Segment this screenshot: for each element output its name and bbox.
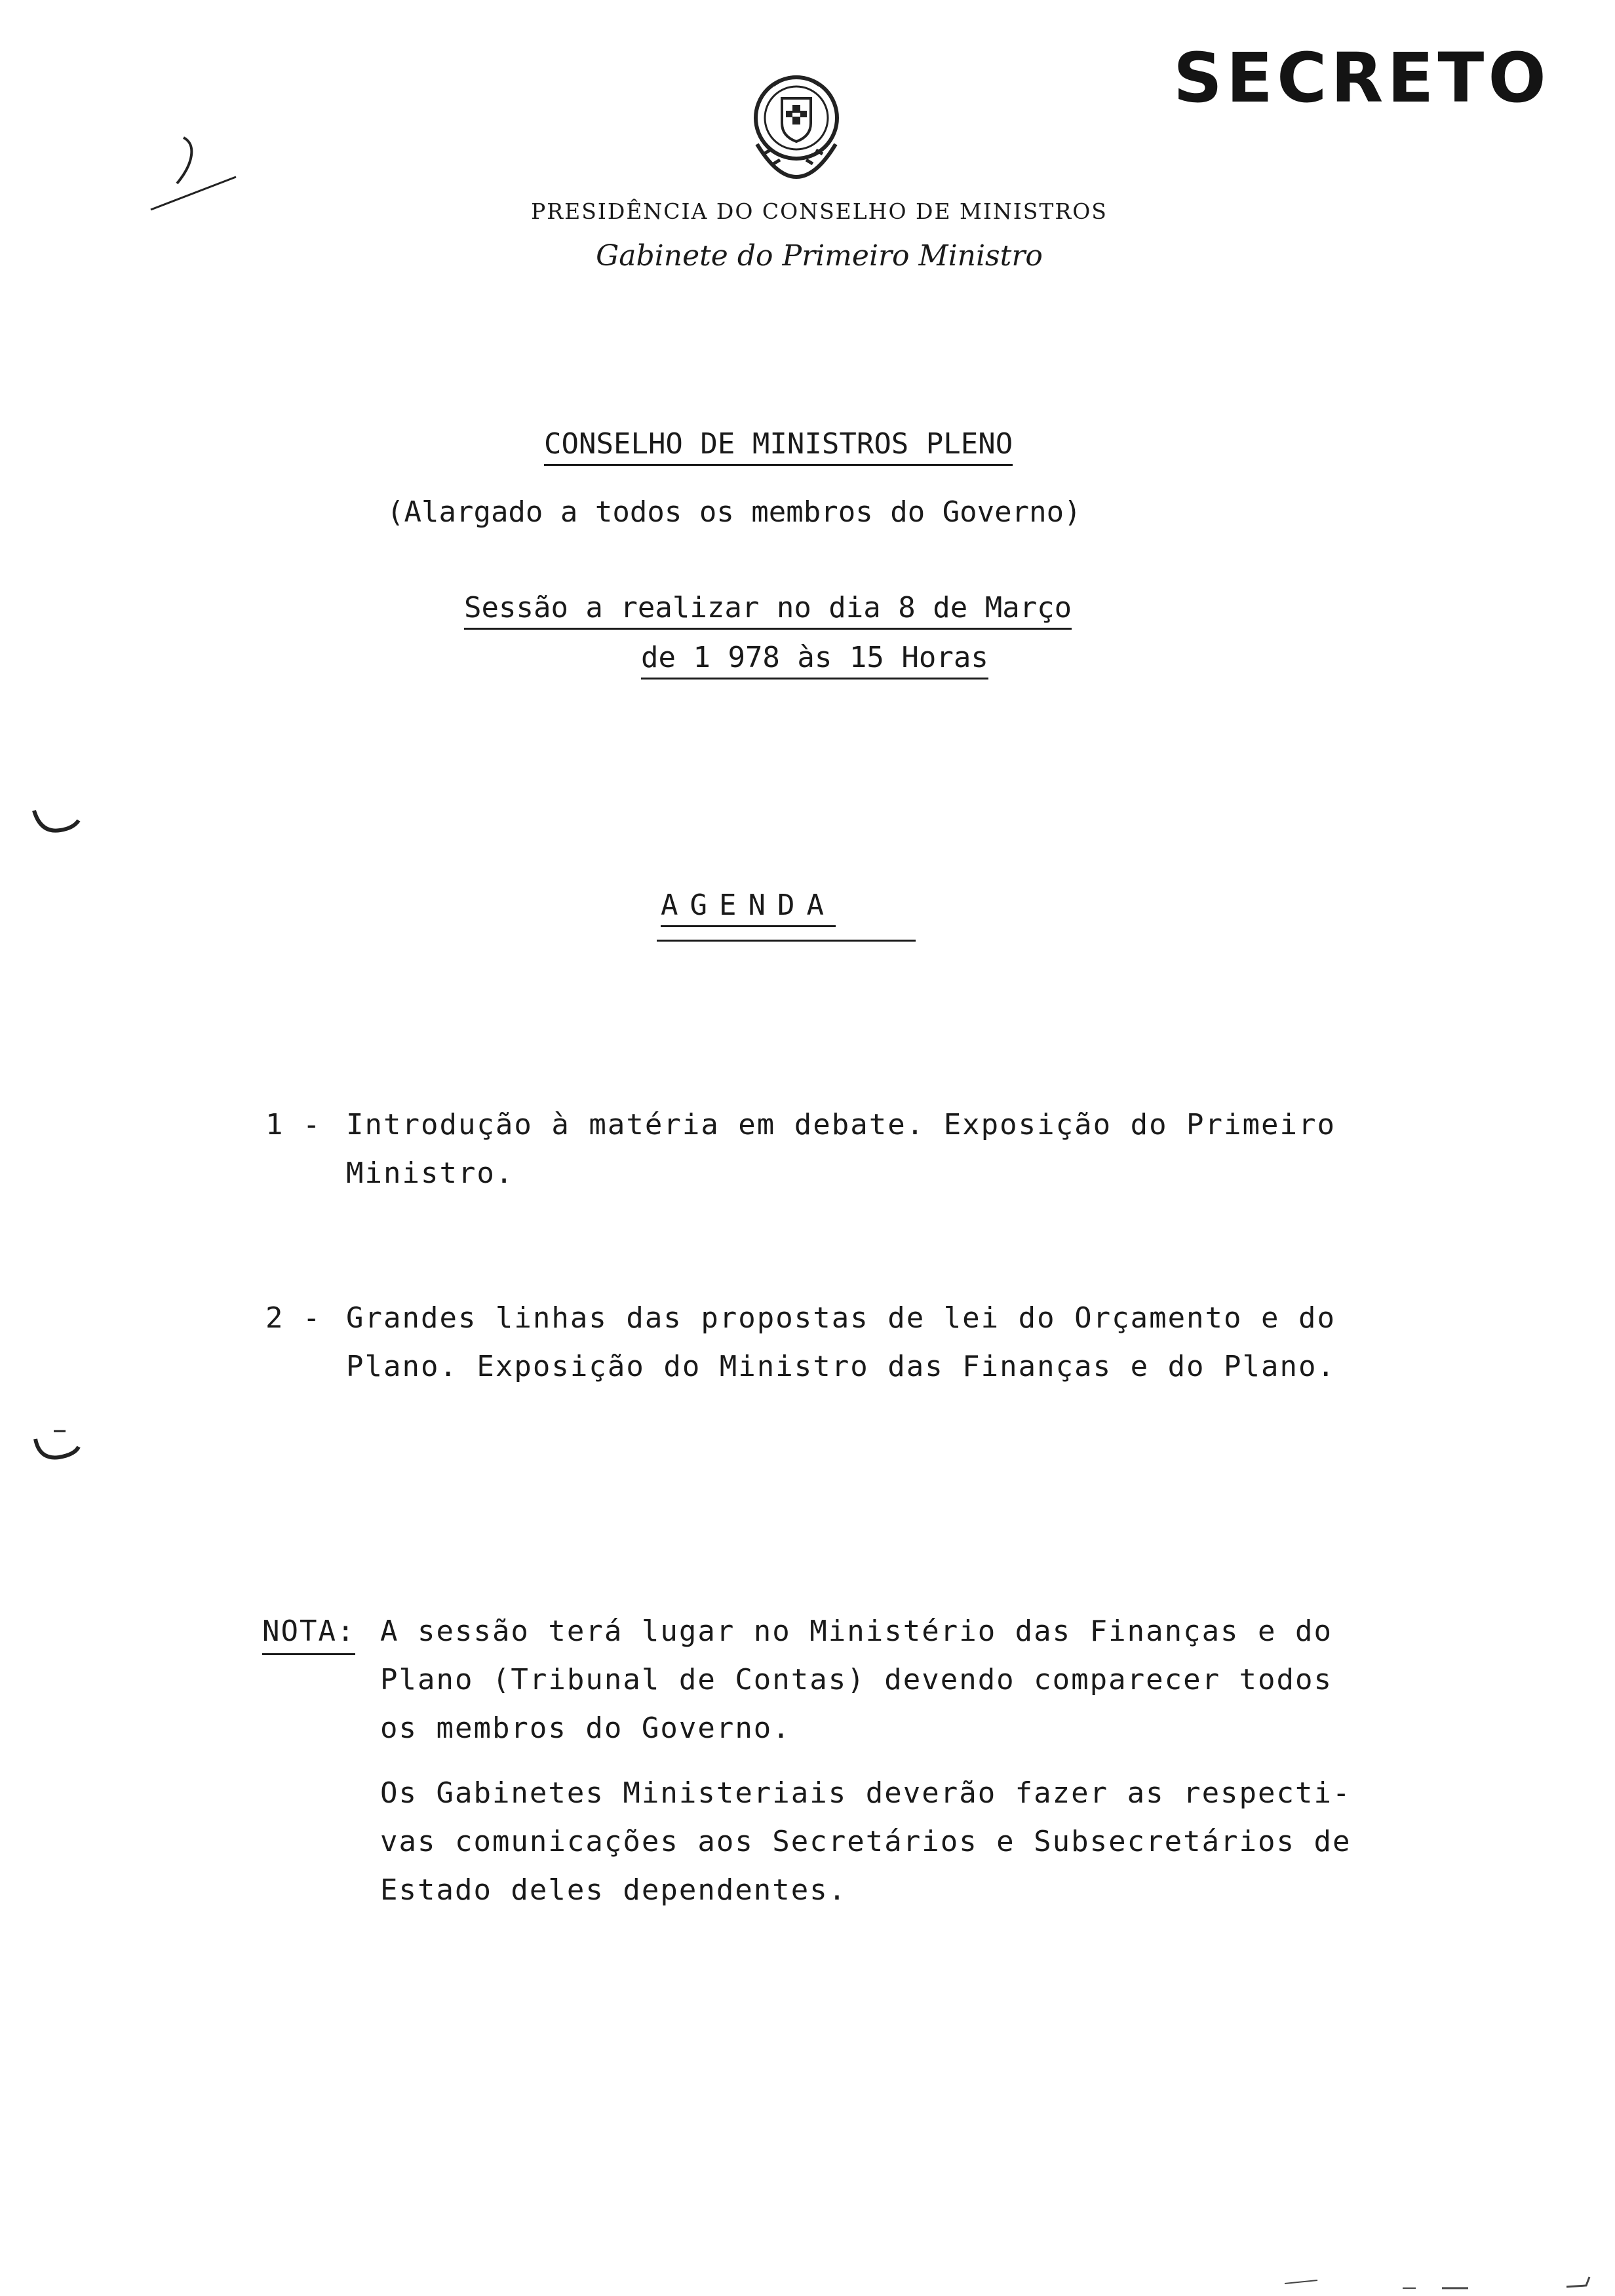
council-title: CONSELHO DE MINISTROS PLENO [544, 430, 1013, 466]
office-name: PRESIDÊNCIA DO CONSELHO DE MINISTROS [531, 199, 1108, 224]
session-date-line1: Sessão a realizar no dia 8 de Março [464, 594, 1072, 630]
agenda-heading: AGENDA [661, 891, 836, 927]
council-subtitle: (Alargado a todos os membros do Governo) [387, 495, 1081, 529]
agenda-item-text: Introdução à matéria em debate. Exposição do Primeiro Ministro. [346, 1108, 1336, 1190]
session-date-line2: de 1 978 às 15 Horas [641, 643, 988, 679]
note-paragraph: A sessão terá lugar no Ministério das Finanças e do Plano (Tribunal de Contas) devendo comparecer todos os membros do Governo. [380, 1615, 1333, 1745]
portuguese-coat-of-arms-icon [737, 66, 855, 187]
note-label-text: NOTA: [262, 1615, 355, 1655]
handwritten-mark-icon [144, 124, 243, 223]
agenda-item-number: 2 - [265, 1301, 322, 1335]
agenda-item-text: Grandes linhas das propostas de lei do Orçamento e do Plano. Exposição do Ministro das Finanças e do Plano. [346, 1301, 1336, 1383]
classification-stamp: SECRETO [1173, 38, 1550, 118]
agenda-double-underline [657, 940, 916, 942]
note-label [262, 1607, 355, 1656]
cabinet-name: Gabinete do Primeiro Ministro [596, 239, 1043, 273]
agenda-item-number: 1 - [265, 1108, 322, 1141]
punch-hole-icon [28, 801, 87, 840]
note-paragraph: Os Gabinetes Ministeriais deverão fazer as respecti- vas comunicações aos Secretários e Subsecretários de Estado deles dependentes. [380, 1776, 1352, 1907]
punch-hole-icon [28, 1427, 87, 1466]
scan-edge-marks-icon [1245, 2254, 1612, 2293]
